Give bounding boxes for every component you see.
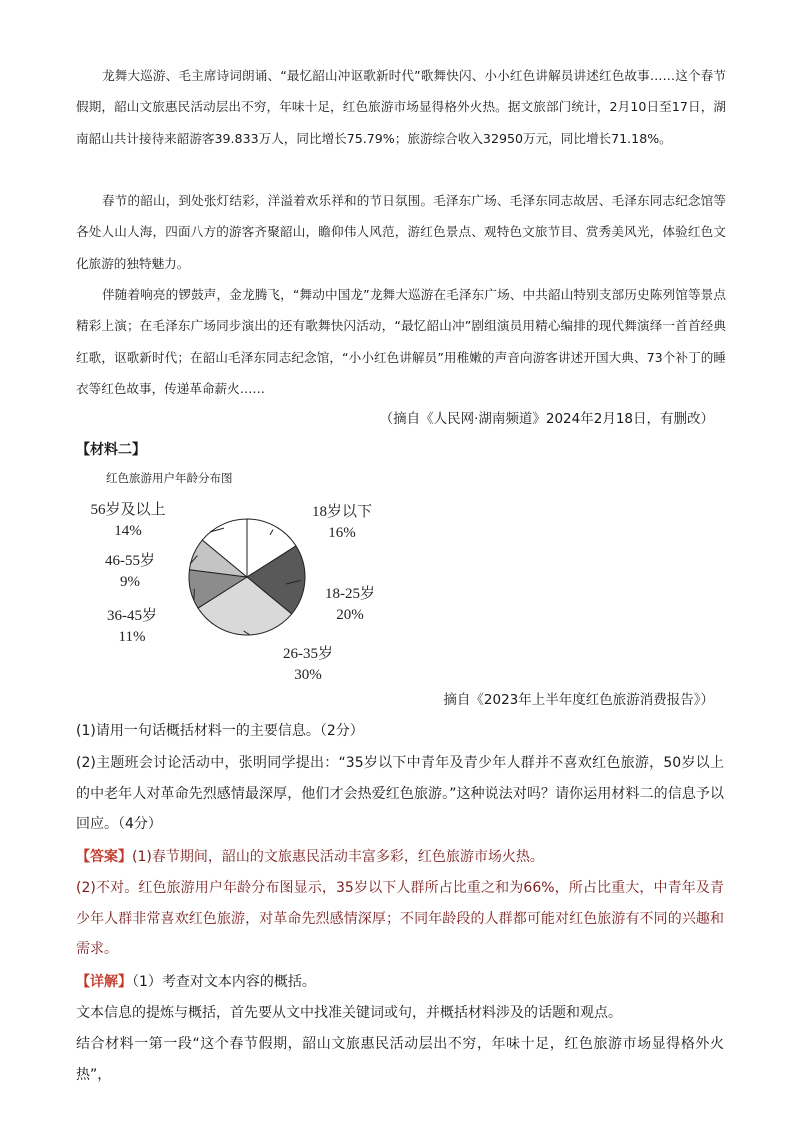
slice-category-label-0: 18岁以下: [311, 504, 373, 520]
question-1: (1)请用一句话概括材料一的主要信息。（2分）: [76, 723, 364, 739]
slice-category-label-3: 36-45岁: [107, 608, 157, 624]
material1-paragraph-2: 春节的韶山，到处张灯结彩，洋溢着欢乐祥和的节日氛围。毛泽东广场、毛泽东同志故居、毛泽东同志纪念馆等各处人山人海，四面八方的游客齐聚韶山，瞻仰伟人风范，游红色景点、观特色文旅节目、赏秀美风光，体验红色文化旅游的独特魅力。: [76, 193, 726, 271]
answer-1: [76, 842, 724, 873]
detail-1: [76, 967, 724, 998]
answer-tag: 【答案】: [76, 849, 132, 865]
question-2: (2)主题班会讨论活动中，张明同学提出：“35岁以下中青年及青少年人群并不喜欢红色旅游，50岁以上的中老年人对革命先烈感情最深厚，他们才会热爱红色旅游。”这种说法对吗？请你运用材料二的信息予以回应。（4分）: [76, 755, 724, 832]
slice-category-label-1: 18-25岁: [325, 586, 375, 602]
detail-3: 结合材料一第一段“这个春节假期，韶山文旅惠民活动层出不穷，年味十足，红色旅游市场显得格外火热”，: [76, 1036, 724, 1083]
material1-paragraph-3: 伴随着响亮的锣鼓声，金龙腾飞，“舞动中国龙”龙舞大巡游在毛泽东广场、中共韶山特别支部历史陈列馆等景点精彩上演；在毛泽东广场同步演出的还有歌舞快闪活动，“最忆韶山冲”剧组演员用精心编排的现代舞演绎一首首经典红歌，讴歌新时代；在韶山毛泽东同志纪念馆，“小小红色讲解员”用稚嫩的声音向游客讲述开国大典、73个补丁的睡衣等红色故事，传递革命薪火……: [76, 287, 726, 396]
slice-percent-label-3: 11%: [118, 629, 146, 645]
slice-category-label-4: 46-55岁: [105, 553, 155, 569]
material2-source: 摘自《2023年上半年度红色旅游消费报告》）: [443, 692, 714, 708]
material1-source: （摘自《人民网·湖南频道》2024年2月18日，有删改）: [379, 411, 714, 427]
detail-tag: 【详解】: [76, 974, 132, 990]
detail-2: 文本信息的提炼与概括，首先要从文中找准关键词或句，并概括材料涉及的话题和观点。: [76, 1005, 622, 1021]
pie-chart: [90, 490, 410, 690]
answer-1-text: (1)春节期间，韶山的文旅惠民活动丰富多彩，红色旅游市场火热。: [132, 849, 544, 865]
material1-paragraph-1: 龙舞大巡游、毛主席诗词朗诵、“最忆韶山冲讴歌新时代”歌舞快闪、小小红色讲解员讲述红色故事……这个春节假期，韶山文旅惠民活动层出不穷，年味十足，红色旅游市场显得格外火热。据文旅部门统计，2月10日至17日，湖南韶山共计接待来韶游客39.833万人，同比增长75.79%；旅游综合收入32950万元，同比增长71.18%。: [76, 68, 726, 146]
slice-percent-label-2: 30%: [294, 667, 322, 683]
chart-title: 红色旅游用户年龄分布图: [106, 471, 233, 485]
answer-2: (2)不对。红色旅游用户年龄分布图显示，35岁以下人群所占比重之和为66%，所占比重大，中青年及青少年人群非常喜欢红色旅游，对革命先烈感情深厚；不同年龄段的人群都可能对红色旅游有不同的兴趣和需求。: [76, 880, 724, 957]
slice-percent-label-5: 14%: [114, 523, 142, 539]
detail-1-text: （1）考查对文本内容的概括。: [132, 974, 316, 990]
slice-percent-label-4: 9%: [120, 574, 140, 590]
slice-percent-label-0: 16%: [328, 525, 356, 541]
slice-percent-label-1: 20%: [336, 607, 364, 623]
slice-category-label-5: 56岁及以上: [90, 502, 166, 518]
material2-heading: 【材料二】: [76, 442, 146, 458]
slice-category-label-2: 26-35岁: [283, 646, 333, 662]
